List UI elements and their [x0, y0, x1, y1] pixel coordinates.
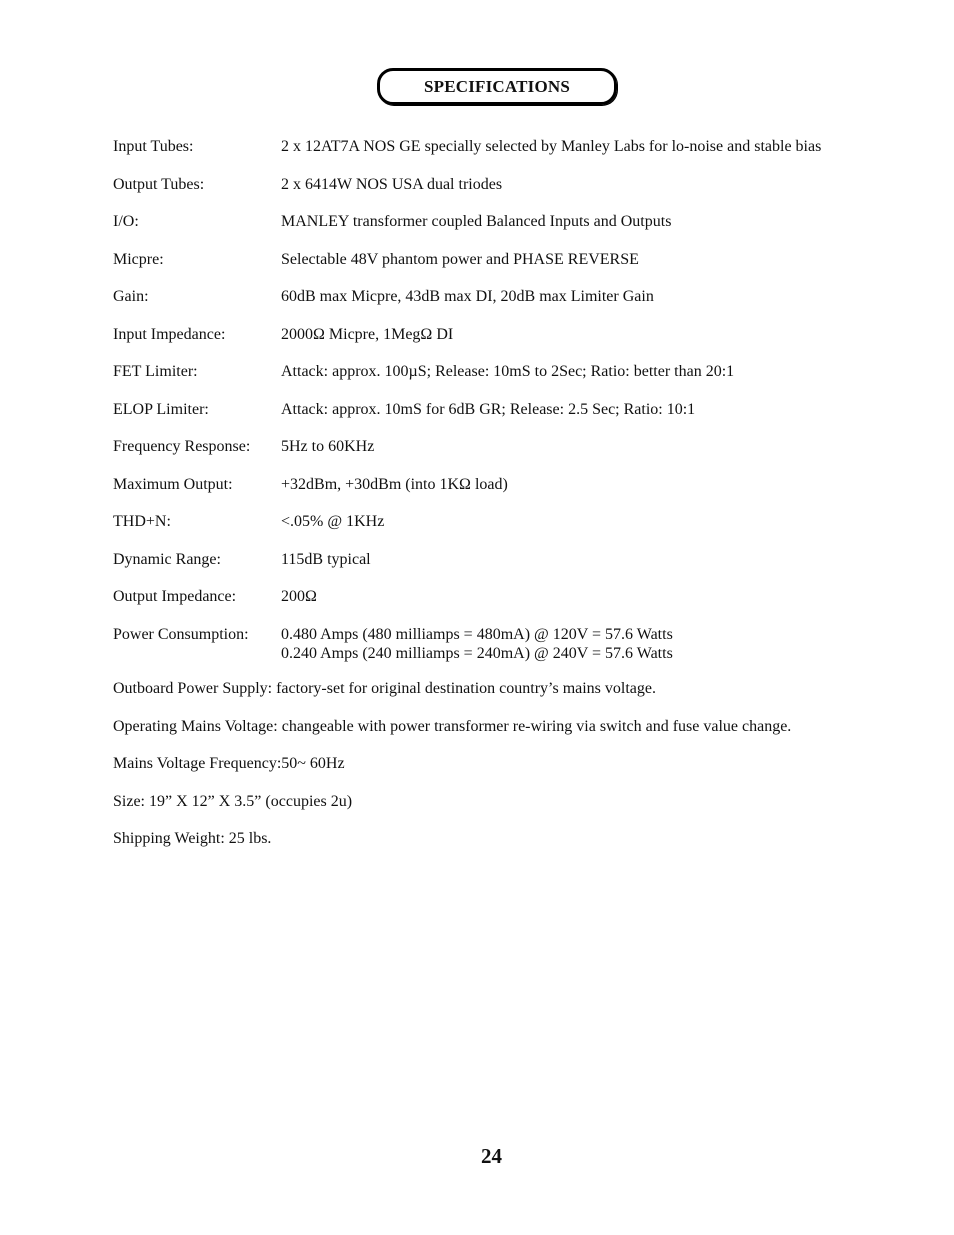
- spec-note: Outboard Power Supply: factory-set for original destination country’s mains voltage.: [113, 680, 656, 697]
- spec-label: I/O:: [113, 213, 139, 230]
- spec-label: Input Impedance:: [113, 325, 226, 343]
- spec-label: Dynamic Range:: [113, 550, 221, 568]
- spec-label: Frequency Response:: [113, 438, 251, 455]
- spec-value-line: 2 x 6414W NOS USA dual triodes: [281, 175, 503, 193]
- spec-value: [281, 587, 913, 606]
- spec-value-line: 2000Ω Micpre, 1MegΩ DI: [281, 325, 454, 343]
- spec-label: Output Tubes:: [113, 175, 205, 193]
- spec-label: FET Limiter:: [113, 363, 198, 380]
- spec-value-line: 60dB max Micpre, 43dB max DI, 20dB max Limiter Gain: [281, 288, 654, 305]
- spec-label: Gain:: [113, 288, 149, 305]
- spec-note: Shipping Weight: 25 lbs.: [113, 830, 272, 847]
- spec-value: [281, 625, 913, 663]
- specification-notes: [113, 679, 933, 867]
- spec-label: THD+N:: [113, 513, 171, 530]
- spec-value-line: <.05% @ 1KHz: [281, 513, 385, 530]
- spec-row: [113, 550, 913, 569]
- section-title: SPECIFICATIONS: [423, 76, 571, 96]
- spec-note: Operating Mains Voltage: changeable with power transformer re-wiring via switch and fuse value change.: [113, 717, 792, 735]
- spec-value: [281, 400, 913, 419]
- spec-note: Mains Voltage Frequency:50~ 60Hz: [113, 755, 345, 772]
- spec-value: [281, 287, 913, 306]
- spec-value-line: 115dB typical: [281, 550, 371, 568]
- spec-label: Maximum Output:: [113, 475, 233, 493]
- section-title-box: [377, 68, 617, 105]
- spec-value-line: Selectable 48V phantom power and PHASE REVERSE: [281, 250, 639, 268]
- spec-row: [113, 212, 913, 231]
- spec-value-line: Attack: approx. 10mS for 6dB GR; Release: 2.5 Sec; Ratio: 10:1: [281, 400, 696, 418]
- spec-value: [281, 512, 913, 531]
- spec-value-line: Attack: approx. 100µS; Release: 10mS to 2Sec; Ratio: better than 20:1: [281, 363, 735, 380]
- spec-value: [281, 325, 913, 344]
- spec-row: [113, 362, 913, 381]
- spec-value: [281, 550, 913, 569]
- spec-label: Output Impedance:: [113, 588, 237, 605]
- spec-value: [281, 475, 913, 494]
- spec-row: [113, 250, 913, 269]
- spec-value-line: 0.240 Amps (240 milliamps = 240mA) @ 240V = 57.6 Watts: [281, 644, 673, 662]
- spec-value-line: 0.480 Amps (480 milliamps = 480mA) @ 120V = 57.6 Watts: [281, 625, 673, 643]
- page-number: 24: [481, 1144, 502, 1168]
- spec-row: [113, 587, 913, 606]
- spec-value: [281, 250, 913, 269]
- specifications-table: [113, 137, 913, 681]
- spec-value: [281, 437, 913, 456]
- spec-value-line: 200Ω: [281, 588, 317, 605]
- spec-note: Size: 19” X 12” X 3.5” (occupies 2u): [113, 792, 353, 810]
- spec-row: [113, 287, 913, 306]
- spec-value-line: 2 x 12AT7A NOS GE specially selected by Manley Labs for lo-noise and stable bias: [281, 138, 822, 155]
- spec-value: [281, 362, 913, 381]
- spec-value-line: +32dBm, +30dBm (into 1KΩ load): [281, 475, 508, 493]
- spec-row: [113, 437, 913, 456]
- spec-label: Input Tubes:: [113, 138, 194, 155]
- spec-value: [281, 212, 913, 231]
- spec-label: ELOP Limiter:: [113, 400, 209, 418]
- spec-row: [113, 400, 913, 419]
- spec-label: Micpre:: [113, 250, 164, 268]
- spec-row: [113, 137, 913, 156]
- spec-row: [113, 175, 913, 194]
- spec-value-line: MANLEY transformer coupled Balanced Inputs and Outputs: [281, 213, 672, 230]
- spec-value: [281, 137, 913, 156]
- spec-value: [281, 175, 913, 194]
- spec-row: [113, 475, 913, 494]
- spec-row: [113, 625, 913, 663]
- spec-row: [113, 512, 913, 531]
- spec-row: [113, 325, 913, 344]
- spec-value-line: 5Hz to 60KHz: [281, 438, 375, 455]
- spec-label: Power Consumption:: [113, 625, 249, 643]
